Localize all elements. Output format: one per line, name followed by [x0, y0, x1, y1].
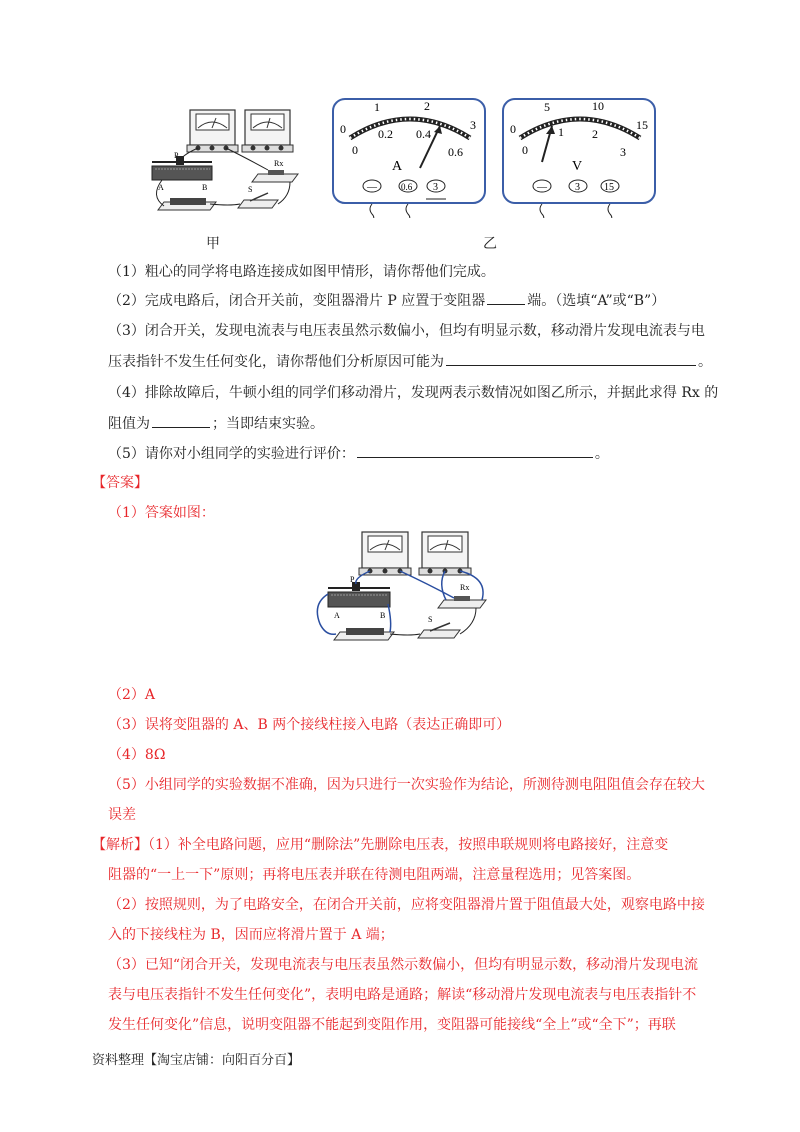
answer-5-line-2: 误差: [108, 807, 136, 823]
voltmeter-top-0: 0: [510, 122, 516, 136]
question-4-text: 阻值为: [108, 416, 150, 432]
ammeter-bottom-1: 0.2: [378, 127, 393, 141]
analysis-line-6: 表与电压表指针不发生任何变化”，表明电路是通路；解读“移动滑片发现电流表与电压表指针不: [108, 987, 697, 1003]
question-3-line-2: [108, 350, 712, 373]
question-5: [108, 442, 609, 465]
question-2-blank: [487, 289, 525, 305]
analysis-line-3: （2）按照规则，为了电路安全，在闭合开关前，应将变阻器滑片置于阻值最大处，观察电路中接: [108, 897, 705, 913]
answer-label-rx: Rx: [460, 583, 470, 592]
voltmeter-terminal-3: 3: [575, 182, 580, 193]
label-s: S: [248, 185, 253, 194]
question-4-tail: ；当即结束实验。: [212, 416, 324, 432]
question-4-line-2: [108, 412, 324, 435]
analysis-line-1: 【解析】（1）补全电路问题，应用“删除法”先删除电压表，按照串联规则将电路接好，注意变: [92, 837, 669, 853]
answer-label-s: S: [428, 615, 433, 624]
ammeter-terminal-06: 0.6: [401, 182, 413, 192]
voltmeter-bottom-0: 0: [522, 143, 528, 157]
analysis-line-2: 阻器的“一上一下”原则；再将电压表并联在待测电阻两端，注意量程选用；见答案图。: [108, 867, 641, 883]
circuit-figure-jia: [140, 100, 310, 220]
ammeter-top-0: 0: [340, 122, 346, 136]
answer-label-a: A: [334, 611, 340, 620]
question-4-line-1: （4）排除故障后，牛顿小组的同学们移动滑片，发现两表示数情况如图乙所示，并据此求得 Rx 的: [108, 385, 719, 401]
voltmeter-device-icon: [419, 532, 471, 575]
analysis-line-7: 发生任何变化”信息，说明变阻器不能起到变阻作用，变阻器可能接线“全上”或“全下”；再联: [108, 1017, 676, 1033]
ammeter-bottom-2: 0.4: [416, 127, 431, 141]
question-4-blank: [152, 412, 210, 428]
question-3-blank: [446, 350, 696, 366]
switch-icon: [238, 193, 278, 208]
analysis-line-4: 入的下接线柱为 B，因而应将滑片置于 A 端；: [108, 927, 394, 943]
answer-5-line-1: （5）小组同学的实验数据不准确，因为只进行一次实验作为结论，所测待测电阻阻值会存在较大: [108, 777, 705, 793]
question-2-tail: 端。（选填“A”或“B”）: [527, 293, 666, 309]
ammeter-top-1: 1: [374, 100, 380, 114]
question-5-tail: 。: [594, 446, 609, 462]
question-3-line-1: （3）闭合开关，发现电流表与电压表虽然示数偏小，但均有明显示数，移动滑片发现电流表与电: [108, 323, 705, 339]
voltmeter-terminal-15: 15: [604, 182, 614, 193]
ammeter-face: [330, 96, 490, 218]
question-5-text: （5）请你对小组同学的实验进行评价：: [108, 446, 355, 462]
answer-heading: 【答案】: [92, 475, 148, 491]
answer-2: （2）A: [108, 687, 156, 703]
switch-icon: [418, 623, 460, 638]
ammeter-bottom-3: 0.6: [448, 145, 463, 159]
rheostat-icon: [328, 582, 390, 607]
footer-text: 资料整理【淘宝店铺：向阳百分百】: [92, 1053, 301, 1068]
ammeter-terminal-neg: —: [367, 182, 377, 193]
voltmeter-device-icon: [242, 110, 293, 152]
voltmeter-bottom-1: 1: [558, 125, 564, 139]
answer-label-b: B: [380, 611, 386, 620]
ammeter-device-icon: [187, 110, 238, 152]
answer-4: （4）8Ω: [108, 747, 166, 763]
question-2-text: （2）完成电路后，闭合开关前，变阻器滑片 P 应置于变阻器: [108, 293, 486, 309]
resistor-rx-icon: [252, 170, 298, 182]
analysis-line-5: （3）已知“闭合开关，发现电流表与电压表虽然示数偏小，但均有明显示数，移动滑片发现电流: [108, 957, 699, 973]
battery-icon: [158, 198, 216, 210]
rheostat-icon: [152, 156, 212, 180]
question-2: [108, 289, 665, 312]
figure-label-yi: 乙: [483, 236, 497, 252]
ammeter-bottom-0: 0: [352, 143, 358, 157]
label-p: P: [174, 151, 179, 160]
ammeter-device-icon: [359, 532, 411, 575]
figure-label-jia: 甲: [206, 236, 220, 252]
ammeter-top-2: 2: [424, 99, 430, 113]
voltmeter-top-5: 5: [544, 100, 550, 114]
voltmeter-unit: V: [572, 159, 583, 174]
ammeter-top-3: 3: [470, 118, 476, 132]
voltmeter-top-15: 15: [636, 118, 648, 132]
answer-1: （1）答案如图：: [108, 505, 215, 521]
answer-3: （3）误将变阻器的 A、B 两个接线柱接入电路（表达正确即可）: [108, 717, 511, 733]
answer-label-p: P: [350, 575, 355, 584]
question-3-text: 压表指针不发生任何变化，请你帮他们分析原因可能为: [108, 354, 444, 370]
label-a: A: [158, 183, 164, 192]
voltmeter-bottom-2: 2: [592, 127, 598, 141]
battery-icon: [334, 628, 394, 640]
voltmeter-top-10: 10: [592, 99, 604, 113]
question-5-blank: [357, 442, 593, 458]
question-1: （1）粗心的同学将电路连接成如图甲情形，请你帮他们完成。: [108, 264, 495, 280]
voltmeter-terminal-neg: —: [537, 182, 547, 193]
question-3-tail: 。: [698, 354, 712, 370]
ammeter-unit: A: [392, 159, 403, 174]
voltmeter-bottom-3: 3: [620, 145, 626, 159]
ammeter-terminal-3: 3: [433, 182, 438, 193]
label-b: B: [202, 183, 208, 192]
voltmeter-face: [500, 96, 660, 218]
answer-circuit-figure: [310, 524, 500, 654]
label-rx: Rx: [274, 159, 284, 168]
